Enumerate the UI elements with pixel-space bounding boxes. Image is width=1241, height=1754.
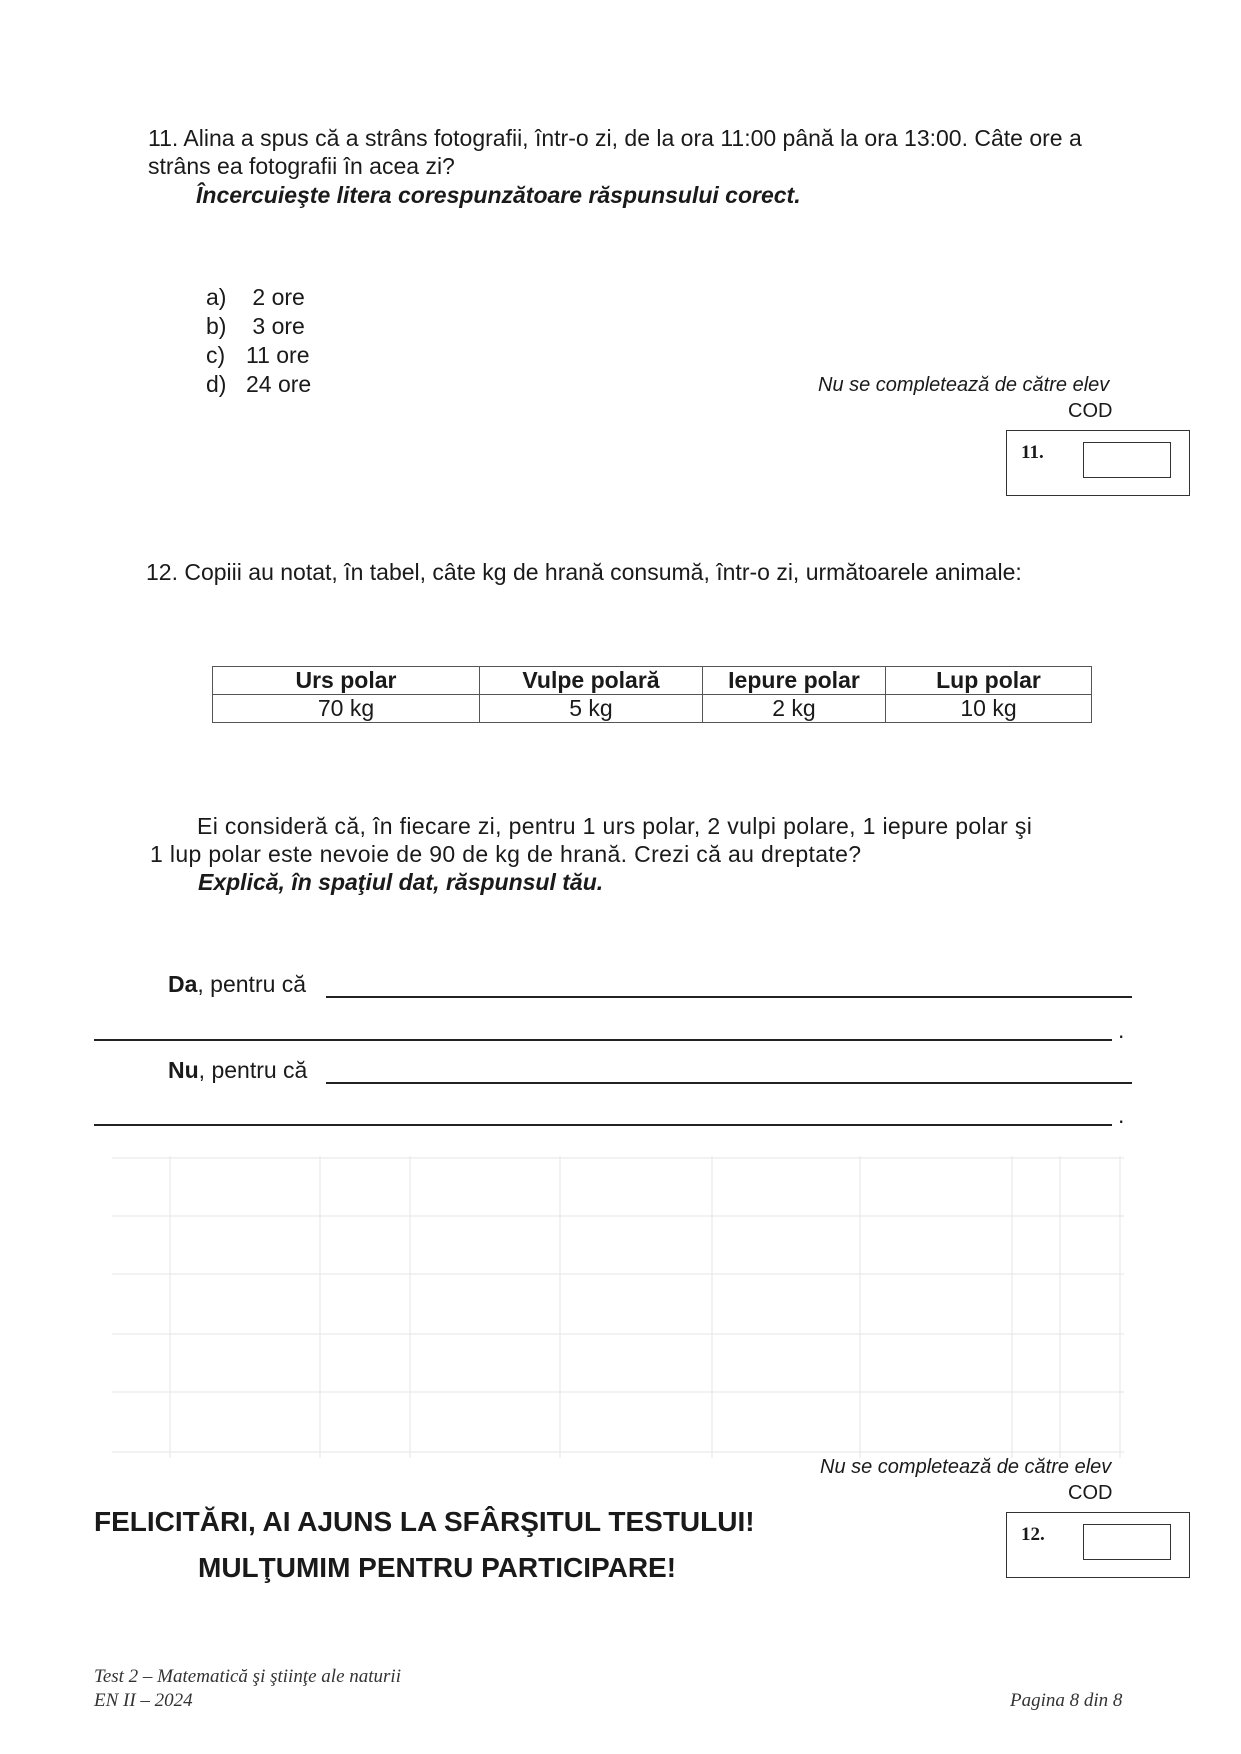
no-rest: , pentru că <box>198 1057 308 1083</box>
option-letter: d) <box>206 371 227 397</box>
q11-cod-label: COD <box>1068 400 1113 422</box>
q11-code-box <box>1006 430 1190 496</box>
q11-option-a[interactable] <box>206 284 305 311</box>
footer-exam: EN II – 2024 <box>94 1690 193 1711</box>
q12-code-box <box>1006 1512 1190 1578</box>
q11-grader-note: Nu se completează de către elev <box>818 374 1110 396</box>
table-header: Vulpe polară <box>480 667 703 695</box>
q11-option-d[interactable] <box>206 371 311 398</box>
table-header: Iepure polar <box>703 667 886 695</box>
table-header: Lup polar <box>886 667 1092 695</box>
final-congrats: FELICITĂRI, AI AJUNS LA SFÂRŞITUL TESTULUI! <box>94 1506 755 1537</box>
q12-paragraph-line2: 1 lup polar este nevoie de 90 de kg de hrană. Crezi că au dreptate? <box>150 841 862 867</box>
q11-code-number: 11. <box>1021 442 1044 463</box>
answer-yes-label <box>168 970 306 999</box>
footer-page-number: Pagina 8 din 8 <box>1010 1690 1123 1711</box>
table-cell: 10 kg <box>886 695 1092 723</box>
option-text: 11 ore <box>246 342 310 368</box>
q12-intro: 12. Copiii au notat, în tabel, câte kg de hrană consumă, într-o zi, următoarele animale: <box>146 559 1022 585</box>
q12-instruction: Explică, în spaţiul dat, răspunsul tău. <box>198 869 604 895</box>
footer-test-name: Test 2 – Matematică şi ştiinţe ale naturii <box>94 1666 401 1687</box>
answer-yes-line1[interactable] <box>326 996 1132 998</box>
q12-code-number: 12. <box>1021 1524 1045 1545</box>
q11-text-line2: strâns ea fotografii în acea zi? <box>148 153 455 179</box>
yes-rest: , pentru că <box>197 971 307 997</box>
table-header-row <box>213 667 1092 695</box>
option-letter: c) <box>206 342 226 368</box>
answer-yes-period: . <box>1118 1017 1125 1043</box>
option-letter: a) <box>206 284 227 310</box>
table-cell: 2 kg <box>703 695 886 723</box>
final-thanks: MULŢUMIM PENTRU PARTICIPARE! <box>198 1552 677 1583</box>
answer-no-line2[interactable] <box>94 1124 1112 1126</box>
q11-option-c[interactable] <box>206 342 310 369</box>
option-text: 3 ore <box>246 313 305 339</box>
no-word: Nu <box>168 1057 199 1083</box>
option-letter: b) <box>206 313 227 339</box>
q11-code-field[interactable] <box>1083 442 1171 478</box>
table-header: Urs polar <box>213 667 480 695</box>
q12-code-field[interactable] <box>1083 1524 1171 1560</box>
q11-text-line1: 11. Alina a spus că a strâns fotografii, într-o zi, de la ora 11:00 până la ora 13:00. Câte ore a <box>148 125 1082 151</box>
answer-no-line1[interactable] <box>326 1082 1132 1084</box>
scratch-grid <box>112 1156 1124 1458</box>
food-table <box>212 666 1092 723</box>
table-row <box>213 695 1092 723</box>
option-text: 24 ore <box>246 371 312 397</box>
option-text: 2 ore <box>246 284 305 310</box>
q12-paragraph-line1: Ei consideră că, în fiecare zi, pentru 1 urs polar, 2 vulpi polare, 1 iepure polar şi <box>197 813 1033 839</box>
q12-cod-label: COD <box>1068 1482 1113 1504</box>
answer-no-label <box>168 1056 307 1085</box>
q11-instruction: Încercuieşte litera corespunzătoare răspunsului corect. <box>196 182 801 208</box>
q11-option-b[interactable] <box>206 313 305 340</box>
yes-word: Da <box>168 971 198 997</box>
answer-no-period: . <box>1118 1102 1125 1128</box>
table-cell: 70 kg <box>213 695 480 723</box>
q12-grader-note: Nu se completează de către elev <box>820 1456 1112 1478</box>
table-cell: 5 kg <box>480 695 703 723</box>
answer-yes-line2[interactable] <box>94 1039 1112 1041</box>
